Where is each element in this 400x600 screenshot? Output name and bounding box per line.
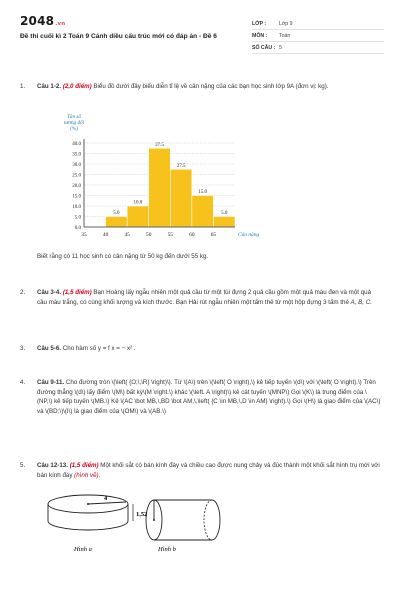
histogram-bar xyxy=(106,217,128,228)
x-tick-label: 55 xyxy=(167,232,173,238)
x-tick-label: 65 xyxy=(210,232,217,238)
y-tick-label: 40.0 xyxy=(72,141,81,147)
figure-b-caption: Hình b xyxy=(158,546,176,553)
bar-value-label: 27.5 xyxy=(176,163,186,169)
question-4: 4. Câu 9-11. Cho đường tròn \(\left( {O;\,\R} \right)\). Từ \(A\) trên \(\left( O \right),\) kẻ tiếp tuyến \(d\) với \(\left( O \right).\) Trên đường thẳng \(d\) lấy điểm \(M\) bất kỳ\(M \right.\) khác \(\left. A \right)\) kẻ cát tuyến \(MNP\) Gọi \(K\) là trung điểm của \(NP,\) kẻ tiếp tuyến \(MB.\) Kẻ \(AC \bot MB,\,BD \bot AM,\,\left( {C \in MB,\,D \in AM} \right).\) Gọi \(H\) là giao điểm của \(AC\) và \(BD;\)\(I\) là giao điểm của \(OM\) và \(AB.\) xyxy=(20,379,381,415)
figure-b-cylinder xyxy=(146,500,220,540)
y-tick-label: 25.0 xyxy=(72,173,81,179)
y-title-line2: tương đối xyxy=(63,120,85,126)
bar-value-label: 37.5 xyxy=(155,142,164,148)
x-tick-label: 50 xyxy=(146,232,152,238)
cylinder-figures xyxy=(40,488,240,560)
histogram-bar xyxy=(149,148,171,227)
figure-b-radius: 2 xyxy=(144,511,148,518)
x-tick-label: 35 xyxy=(81,232,87,238)
bar-value-label: 5.0 xyxy=(221,211,228,216)
y-tick-label: 5.0 xyxy=(74,215,81,221)
question-5: 5. Câu 12-13. (1,5 điểm) Một khối sắt có bán kính đáy và chiều cao được nung chảy và đúc thành một khối sắt hình trụ mới với bán kính đáy (hình vẽ). xyxy=(20,462,380,479)
x-tick-label: 60 xyxy=(189,232,195,238)
bar-value-label: 15.0 xyxy=(198,190,208,195)
histogram-bar xyxy=(170,169,192,227)
page-title: Đề thi cuối kì 2 Toán 9 Cánh diều cấu trúc mới có đáp án - Đề 6 xyxy=(20,33,217,40)
y-title-line3: (%) xyxy=(70,126,78,132)
histogram-bar xyxy=(213,217,235,228)
histogram-bar xyxy=(192,196,214,228)
y-title-line1: Tần số xyxy=(67,114,81,120)
x-tick-label: 40 xyxy=(102,232,109,238)
x-tick-label: 45 xyxy=(124,232,130,238)
figure-a-radius: 4 xyxy=(104,495,108,502)
y-tick-label: 20.0 xyxy=(72,183,81,189)
y-tick-label: 30.0 xyxy=(72,162,81,168)
y-tick-label: 10.0 xyxy=(72,204,81,210)
figure-a-height: 1,5 xyxy=(136,511,145,518)
y-tick-label: 0.0 xyxy=(74,225,81,231)
weight-histogram xyxy=(30,110,290,245)
histogram-bar xyxy=(127,206,149,227)
bar-value-label: 5.0 xyxy=(113,211,120,216)
site-logo[interactable]: 2048.vn xyxy=(20,14,66,28)
y-axis-title xyxy=(64,113,85,132)
question-2: 2. Câu 3-4. (1,5 điểm) Bạn Hoàng lấy ngẫu nhiên một quả cầu từ một túi đựng 2 quả cầu gồm một quả màu đen và một quả cầu màu trắng, có cùng khối lượng và kích thước. Bạn Hải rút ngẫu nhiên một tấm thẻ từ một hộp đựng 3 tấm thẻ A, B, C. xyxy=(20,289,372,306)
meta-question-count: SỐ CÂU : 5 xyxy=(252,42,384,54)
y-tick-label: 15.0 xyxy=(72,194,81,200)
figure-a-cylinder xyxy=(48,495,133,530)
figure-a-caption: Hình a xyxy=(74,546,92,553)
meta-info xyxy=(252,18,384,54)
question-3: 3. Câu 5-6. Cho hàm số y = f x = − x² . xyxy=(20,345,136,352)
document-header xyxy=(20,14,384,60)
bar-value-label: 10.0 xyxy=(133,200,143,206)
chart-note: Biết rằng có 11 học sinh có cân nặng từ 50 kg đến dưới 55 kg. xyxy=(37,253,209,260)
meta-grade: LỚP : Lớp 9 xyxy=(252,18,384,30)
y-tick-label: 35.0 xyxy=(72,152,81,158)
meta-subject: MÔN : Toán xyxy=(252,30,384,42)
x-axis-title: Cân nặng xyxy=(238,232,260,238)
question-1: 1. Câu 1-2. (2,0 điểm) Biểu đồ dưới đây biểu diễn tỉ lệ về cân nặng của các bạn học sinh lớp 9A (đơn vị: kg). xyxy=(20,83,329,90)
